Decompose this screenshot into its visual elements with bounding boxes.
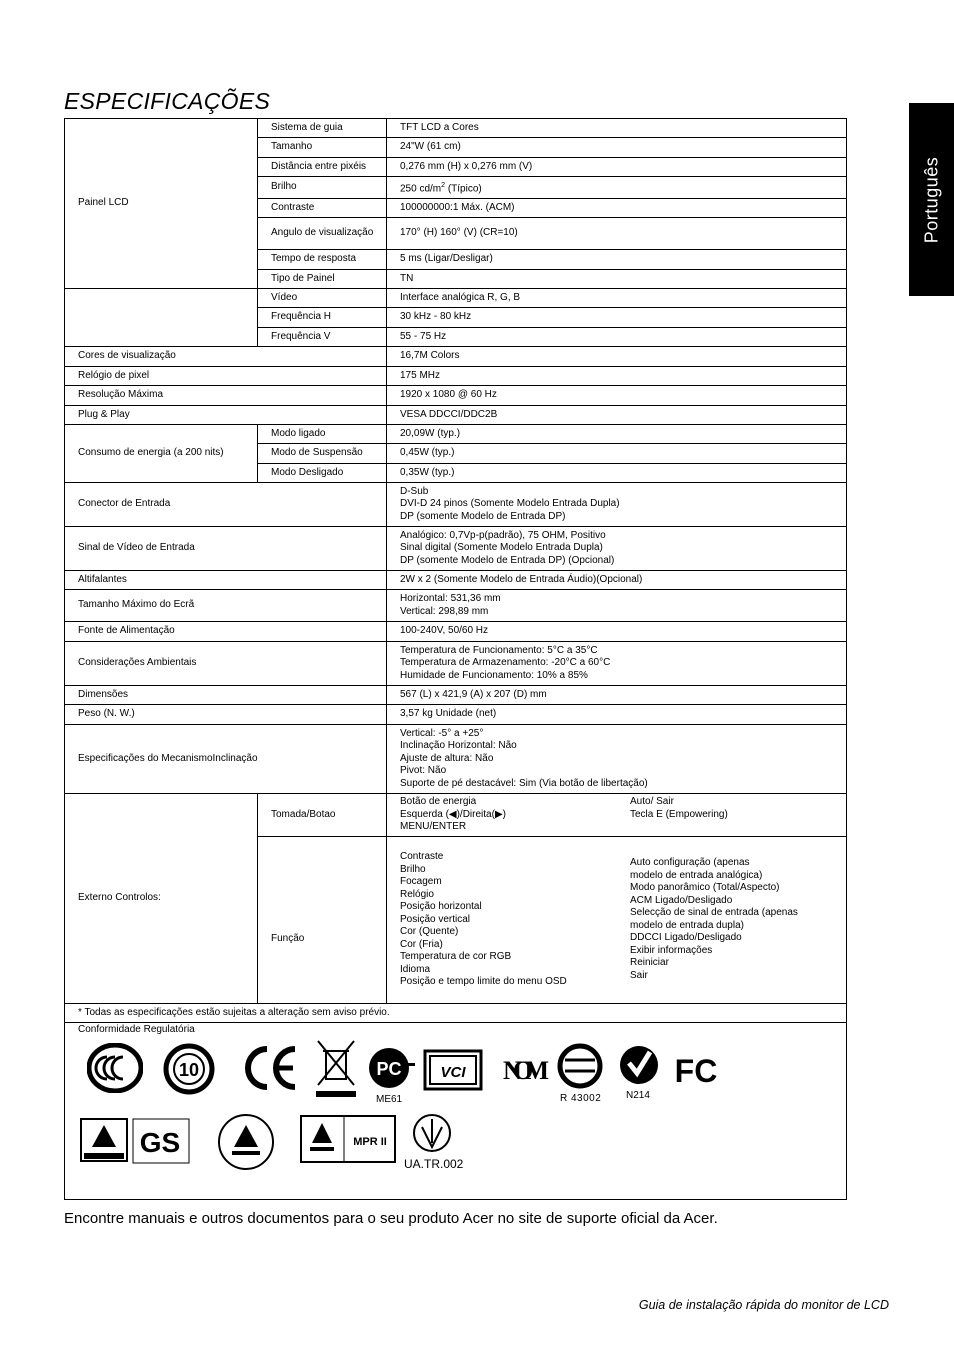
table-row	[65, 794, 847, 837]
spec-value: 30 kHz - 80 kHz	[387, 308, 847, 328]
spec-value: 2W x 2 (Somente Modelo de Entrada Áudio)(Opcional)	[387, 571, 847, 590]
table-row	[65, 642, 847, 686]
language-tab	[909, 103, 954, 296]
buttons-list-right: Auto/ Sair Tecla E (Empowering)	[630, 796, 728, 820]
svg-text:MPR II: MPR II	[353, 1135, 387, 1148]
spec-label: Cores de visualização	[65, 347, 387, 367]
category-cell: Consumo de energia (a 200 nits)	[65, 425, 258, 483]
pct-logo	[367, 1043, 417, 1093]
tuv-mpr2-logo	[300, 1115, 396, 1163]
spec-value: 0,45W (typ.)	[387, 444, 847, 464]
spec-value: 175 MHz	[387, 367, 847, 386]
spec-label: Distância entre pixéis	[258, 158, 387, 177]
spec-label: Vídeo	[258, 289, 387, 308]
spec-label: Frequência H	[258, 308, 387, 328]
spec-value	[387, 794, 847, 837]
table-row	[65, 705, 847, 725]
svg-text:VCI: VCI	[440, 1063, 466, 1081]
spec-value: D-Sub DVI-D 24 pinos (Somente Modelo Entrada Dupla) DP (somente Modelo de Entrada DP)	[387, 483, 847, 527]
category-cell	[65, 289, 258, 347]
tuv-round-logo	[214, 1113, 278, 1175]
spec-label: Brilho	[258, 177, 387, 199]
fcc-logo	[670, 1048, 722, 1090]
buttons-list-left: Botão de energia Esquerda (◀)/Direita(▶) MENU/ENTER	[400, 796, 506, 833]
table-row	[65, 119, 847, 138]
svg-text:PC: PC	[376, 1058, 402, 1079]
table-row	[65, 527, 847, 571]
ukraine-conformity-logo	[412, 1113, 456, 1157]
bsmi-logo	[555, 1043, 605, 1089]
spec-label: Modo de Suspensão	[258, 444, 387, 464]
spec-value: 16,7M Colors	[387, 347, 847, 367]
spec-value: Analógico: 0,7Vp-p(padrão), 75 OHM, Positivo Sinal digital (Somente Modelo Entrada Dupla) DP (somente Modelo de Entrada DP) (Opcional)	[387, 527, 847, 571]
brightness-superscript: 2	[441, 181, 446, 189]
svg-text:NOM: NOM	[503, 1055, 549, 1085]
spec-label: Frequência V	[258, 328, 387, 347]
table-row	[65, 571, 847, 590]
epup-10-logo	[163, 1043, 215, 1095]
spec-value: Temperatura de Funcionamento: 5°C a 35°C Temperatura de Armazenamento: -20°C a 60°C Humidade de Funcionamento: 10% a 85%	[387, 642, 847, 686]
spec-label: Tamanho	[258, 138, 387, 158]
function-list-right: Auto configuração (apenas modelo de entrada analógica) Modo panorâmico (Total/Aspecto) ACM Ligado/Desligado Selecção de sinal de entrada (apenas modelo de entrada dupla) DDCCI Ligado/Desligado Exibir informações Reiniciar Sair	[630, 857, 798, 981]
spec-label: Altifalantes	[65, 571, 387, 590]
spec-value: Vertical: -5° a +25° Inclinação Horizontal: Não Ajuste de altura: Não Pivot: Não Suporte de pé destacável: Sim (Via botão de libertação)	[387, 725, 847, 794]
spec-label: Sinal de Vídeo de Entrada	[65, 527, 387, 571]
spec-label: Conector de Entrada	[65, 483, 387, 527]
table-row	[65, 367, 847, 386]
ccc-logo	[87, 1043, 143, 1093]
spec-label: Considerações Ambientais	[65, 642, 387, 686]
spec-label: Dimensões	[65, 686, 387, 705]
table-row	[65, 686, 847, 705]
me61-label: ME61	[376, 1093, 403, 1105]
ce-mark-logo	[241, 1045, 301, 1091]
tuv-gs-logo	[80, 1118, 190, 1170]
r43002-label: R 43002	[560, 1092, 602, 1104]
note-cell: * Todas as especificações estão sujeitas a alteração sem aviso prévio.	[65, 1004, 847, 1023]
weee-bin-logo	[314, 1037, 358, 1099]
spec-label: Modo ligado	[258, 425, 387, 444]
table-row	[65, 725, 847, 794]
table-row	[65, 483, 847, 527]
uatr-label: UA.TR.002	[404, 1156, 464, 1171]
spec-label: Resolução Máxima	[65, 386, 387, 406]
spec-label: Plug & Play	[65, 406, 387, 425]
spec-value: 100000000:1 Máx. (ACM)	[387, 199, 847, 218]
spec-value: 170° (H) 160° (V) (CR=10)	[387, 218, 847, 250]
spec-label: Contraste	[258, 199, 387, 218]
spec-value: 55 - 75 Hz	[387, 328, 847, 347]
table-row	[65, 1004, 847, 1023]
spec-value	[387, 837, 847, 1004]
table-row	[65, 406, 847, 425]
table-row	[65, 622, 847, 642]
spec-value: 100-240V, 50/60 Hz	[387, 622, 847, 642]
page-title: ESPECIFICAÇÕES	[64, 88, 271, 114]
table-row	[65, 425, 847, 444]
spec-value: 24"W (61 cm)	[387, 138, 847, 158]
spec-value: Horizontal: 531,36 mm Vertical: 298,89 mm	[387, 590, 847, 622]
spec-value: 1920 x 1080 @ 60 Hz	[387, 386, 847, 406]
spec-label: Peso (N. W.)	[65, 705, 387, 725]
spec-label: Tempo de resposta	[258, 250, 387, 270]
spec-value: 0,35W (typ.)	[387, 464, 847, 483]
spec-value: 0,276 mm (H) x 0,276 mm (V)	[387, 158, 847, 177]
svg-text:10: 10	[178, 1059, 200, 1080]
spec-value: Interface analógica R, G, B	[387, 289, 847, 308]
spec-value: VESA DDCCI/DDC2B	[387, 406, 847, 425]
spec-label: Fonte de Alimentação	[65, 622, 387, 642]
spec-value: 3,57 kg Unidade (net)	[387, 705, 847, 725]
specifications-table	[64, 118, 847, 1200]
regulatory-cell	[65, 1023, 847, 1200]
table-row	[65, 1023, 847, 1200]
svg-text:FC: FC	[674, 1052, 718, 1089]
c-tick-logo	[617, 1043, 661, 1087]
spec-value: 20,09W (typ.)	[387, 425, 847, 444]
certification-logos	[78, 1037, 840, 1197]
spec-label: Relógio de pixel	[65, 367, 387, 386]
spec-value	[387, 177, 847, 199]
table-row	[65, 386, 847, 406]
spec-label: Tamanho Máximo do Ecrã	[65, 590, 387, 622]
language-tab-label: Português	[921, 156, 941, 243]
spec-label: Tomada/Botao	[258, 794, 387, 837]
spec-value: TFT LCD a Cores	[387, 119, 847, 138]
function-list-left: Contraste Brilho Focagem Relógio Posição horizontal Posição vertical Cor (Quente) Cor (Fria) Temperatura de cor RGB Idioma Posição e tempo limite do menu OSD	[400, 851, 567, 988]
nom-logo	[502, 1047, 550, 1087]
spec-label: Especificações do MecanismoInclinação	[65, 725, 387, 794]
category-cell: Painel LCD	[65, 119, 258, 289]
table-row	[65, 347, 847, 367]
support-site-note: Encontre manuais e outros documentos para o seu produto Acer no site de suporte oficial da Acer.	[64, 1210, 718, 1227]
spec-value: 567 (L) x 421,9 (A) x 207 (D) mm	[387, 686, 847, 705]
brightness-suffix: (Típico)	[445, 182, 482, 194]
brightness-value: 250 cd/m	[400, 182, 442, 194]
svg-text:GS: GS	[139, 1126, 181, 1158]
spec-label: Tipo de Painel	[258, 270, 387, 289]
spec-value: 5 ms (Ligar/Desligar)	[387, 250, 847, 270]
table-row	[65, 289, 847, 308]
spec-label: Sistema de guia	[258, 119, 387, 138]
regulatory-label: Conformidade Regulatória	[78, 1024, 195, 1035]
spec-label: Função	[258, 837, 387, 1004]
guide-title: Guia de instalação rápida do monitor de LCD	[638, 1298, 889, 1312]
vcci-logo	[423, 1049, 483, 1091]
spec-label: Angulo de visualização	[258, 218, 387, 250]
category-cell: Externo Controlos:	[65, 794, 258, 1004]
n214-label: N214	[626, 1089, 650, 1101]
table-row	[65, 590, 847, 622]
spec-value: TN	[387, 270, 847, 289]
spec-label: Modo Desligado	[258, 464, 387, 483]
